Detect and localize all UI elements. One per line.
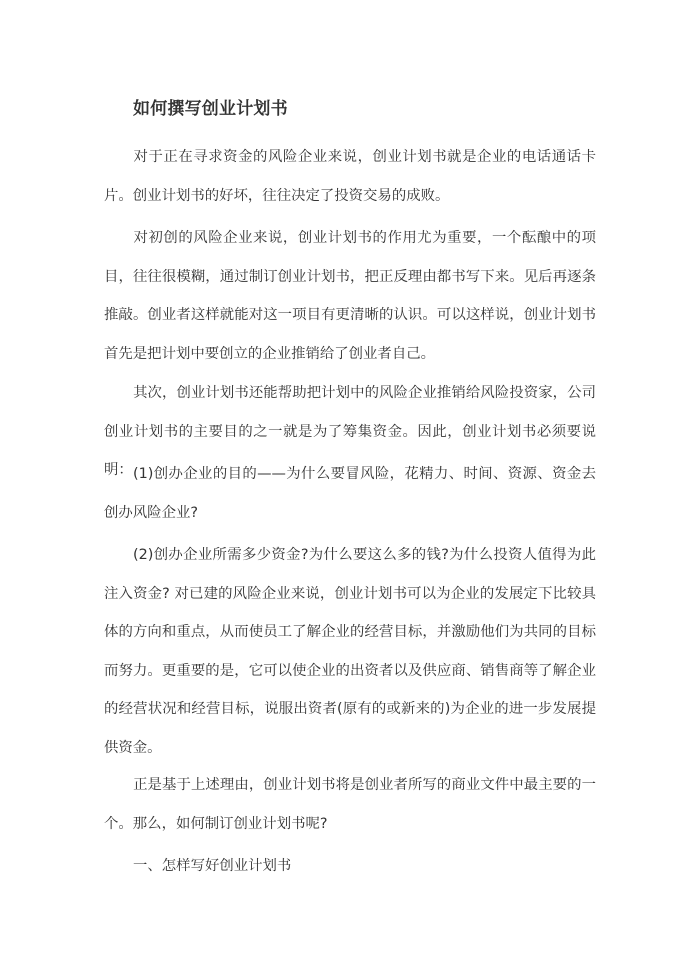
document-title: 如何撰写创业计划书 (133, 99, 288, 119)
paragraph-text: (1)创办企业的目的——为什么要冒风险，花精力、时间、资源、资金去创办风险企业? (104, 466, 596, 521)
paragraph (104, 766, 596, 843)
paragraph (104, 138, 596, 215)
paragraph-text: 正是基于上述理由，创业计划书将是创业者所写的商业文件中最主要的一个。那么，如何制订创业计划书呢? (104, 777, 596, 832)
paragraph-text: 其次，创业计划书还能帮助把计划中的风险企业推销给风险投资家，公司创业计划书的主要目的之一就是为了筹集资金。因此，创业计划书必须要说明： (104, 385, 596, 478)
paragraph (104, 536, 596, 767)
paragraph-text: 一、怎样写好创业计划书 (133, 858, 292, 874)
paragraph (104, 219, 596, 373)
section-heading (104, 847, 596, 886)
paragraph-text: 对于正在寻求资金的风险企业来说，创业计划书就是企业的电话通话卡片。创业计划书的好坏，往往决定了投资交易的成败。 (104, 149, 596, 204)
paragraph (104, 455, 596, 532)
paragraph-text: 对初创的风险企业来说，创业计划书的作用尤为重要，一个酝酿中的项目，往往很模糊，通过制订创业计划书，把正反理由都书写下来。见后再逐条推敲。创业者这样就能对这一项目有更清晰的认识。可以这样说，创业计划书首先是把计划中要创立的企业推销给了创业者自己。 (104, 230, 596, 362)
paragraph-text: (2)创办企业所需多少资金?为什么要这么多的钱?为什么投资人值得为此注入资金? 对已建的风险企业来说，创业计划书可以为企业的发展定下比较具体的方向和重点，从而使员工了解企业的经营目标，并激励他们为共同的目标而努力。更重要的是，它可以使企业的出资者以及供应商、销售商等了解企业的经营状况和经营目标，说服出资者(原有的或新来的)为企业的进一步发展提供资金。 (104, 547, 596, 756)
